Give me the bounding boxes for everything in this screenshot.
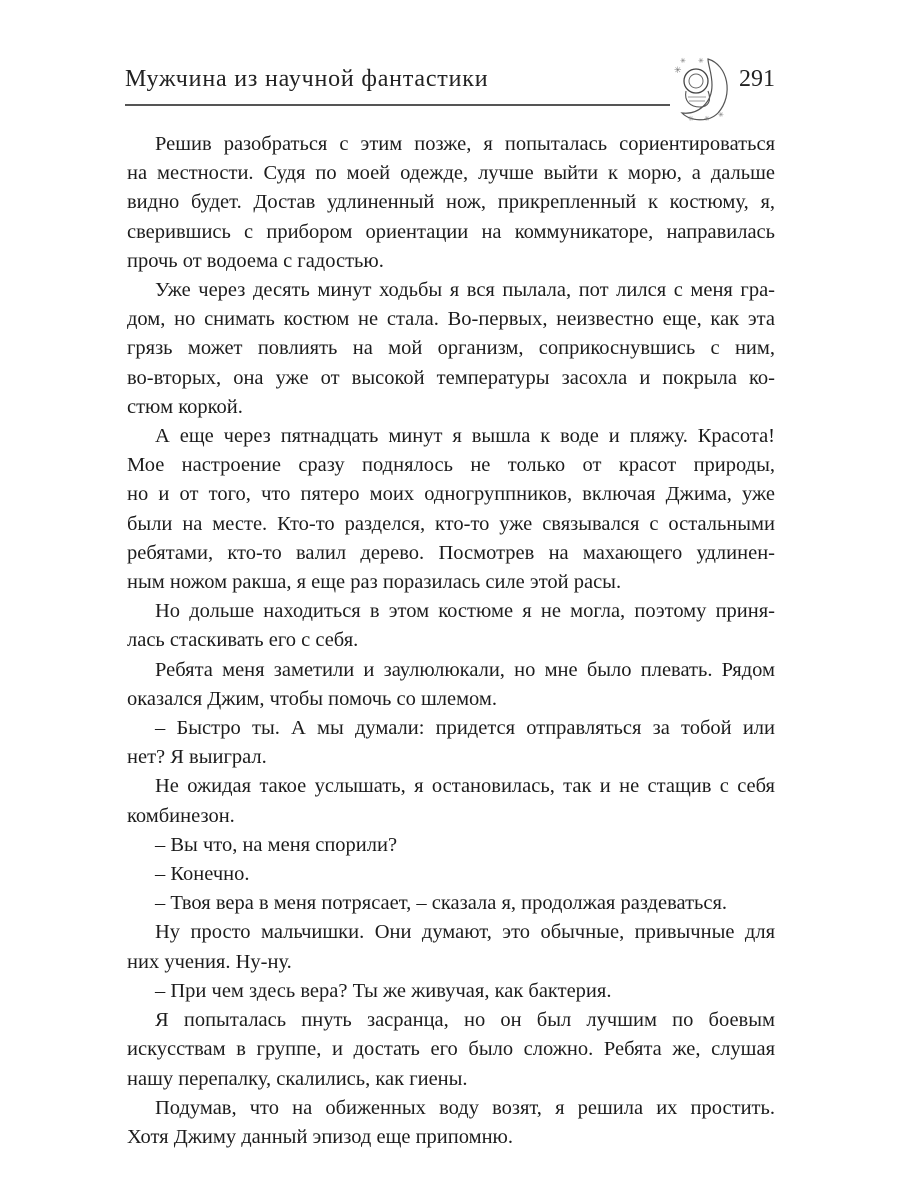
text-line: видно будет. Достав удлиненный нож, прикрепленный к костюму, я,	[127, 191, 775, 214]
text-line: были на месте. Кто-то разделся, кто-то уже связывался с остальными	[127, 512, 775, 535]
text-line: ным ножом ракша, я еще раз поразилась силе этой расы.	[127, 571, 622, 594]
text-line: Но дольше находиться в этом костюме я не могла, поэтому приня-	[155, 600, 775, 623]
text-line: – Твоя вера в меня потрясает, – сказала я, продолжая раздеваться.	[155, 892, 728, 915]
text-line: искусствам в группе, и достать его было сложно. Ребята же, слушая	[127, 1038, 775, 1061]
text-line: А еще через пятнадцать минут я вышла к воде и пляжу. Красота!	[155, 425, 775, 448]
svg-text:✳: ✳	[704, 115, 710, 123]
text-line: во-вторых, она уже от высокой температуры засохла и покрыла ко-	[127, 366, 775, 389]
text-line: Подумав, что на обиженных воду возят, я решила их простить.	[155, 1096, 775, 1119]
text-line: Ребята меня заметили и заулюлюкали, но мне было плевать. Рядом	[155, 658, 775, 681]
svg-text:✳: ✳	[718, 111, 724, 119]
svg-text:✳: ✳	[680, 57, 686, 65]
text-line: дом, но снимать костюм не стала. Во-первых, неизвестно еще, как эта	[127, 308, 775, 331]
text-line: но и от того, что пятеро моих одногруппников, включая Джима, уже	[127, 483, 775, 506]
text-line: нашу перепалку, скалились, как гиены.	[127, 1067, 468, 1090]
text-line: Ну просто мальчишки. Они думают, это обычные, привычные для	[155, 921, 775, 944]
text-line: Мое настроение сразу поднялось не только от красот природы,	[127, 454, 775, 477]
page-number: 291	[739, 66, 775, 92]
text-line: сверившись с прибором ориентации на коммуникаторе, направилась	[127, 220, 775, 243]
text-line: – Вы что, на меня спорили?	[155, 833, 398, 856]
text-line: – При чем здесь вера? Ты же живучая, как бактерия.	[155, 979, 612, 1002]
body-text	[127, 130, 775, 1152]
text-line: нет? Я выиграл.	[127, 746, 267, 769]
svg-text:✳: ✳	[698, 57, 704, 65]
text-line: лась стаскивать его с себя.	[127, 629, 359, 652]
text-line: прочь от водоема с гадостью.	[127, 249, 384, 272]
header-rule	[125, 104, 670, 106]
text-line: Решив разобраться с этим позже, я попыталась сориентироваться	[155, 133, 775, 155]
text-line: них учения. Ну-ну.	[127, 950, 292, 973]
svg-text:✳: ✳	[674, 65, 682, 75]
text-line: Уже через десять минут ходьбы я вся пылала, пот лился с меня гра-	[155, 279, 775, 302]
text-line: стюм коркой.	[127, 395, 243, 418]
text-line: – Быстро ты. А мы думали: придется отправляться за тобой или	[155, 717, 775, 740]
text-line: грязь может повлиять на мой организм, соприкоснувшись с ним,	[127, 337, 775, 360]
text-line: оказался Джим, чтобы помочь со шлемом.	[127, 687, 498, 710]
text-line: на местности. Судя по моей одежде, лучше выйти к морю, а дальше	[127, 162, 775, 185]
text-line: Я попыталась пнуть засранца, но он был лучшим по боевым	[155, 1009, 775, 1032]
astronaut-on-moon-icon	[668, 55, 736, 125]
text-line: ребятами, кто-то валил дерево. Посмотрев на махающего удлинен-	[127, 541, 775, 564]
running-title: Мужчина из научной фантастики	[125, 66, 489, 92]
text-line: Хотя Джиму данный эпизод еще припомню.	[127, 1125, 513, 1148]
text-line: комбинезон.	[127, 804, 235, 827]
text-line: – Конечно.	[155, 863, 250, 886]
svg-text:✳: ✳	[688, 115, 694, 123]
text-line: Не ожидая такое услышать, я остановилась, так и не стащив с себя	[155, 775, 775, 798]
